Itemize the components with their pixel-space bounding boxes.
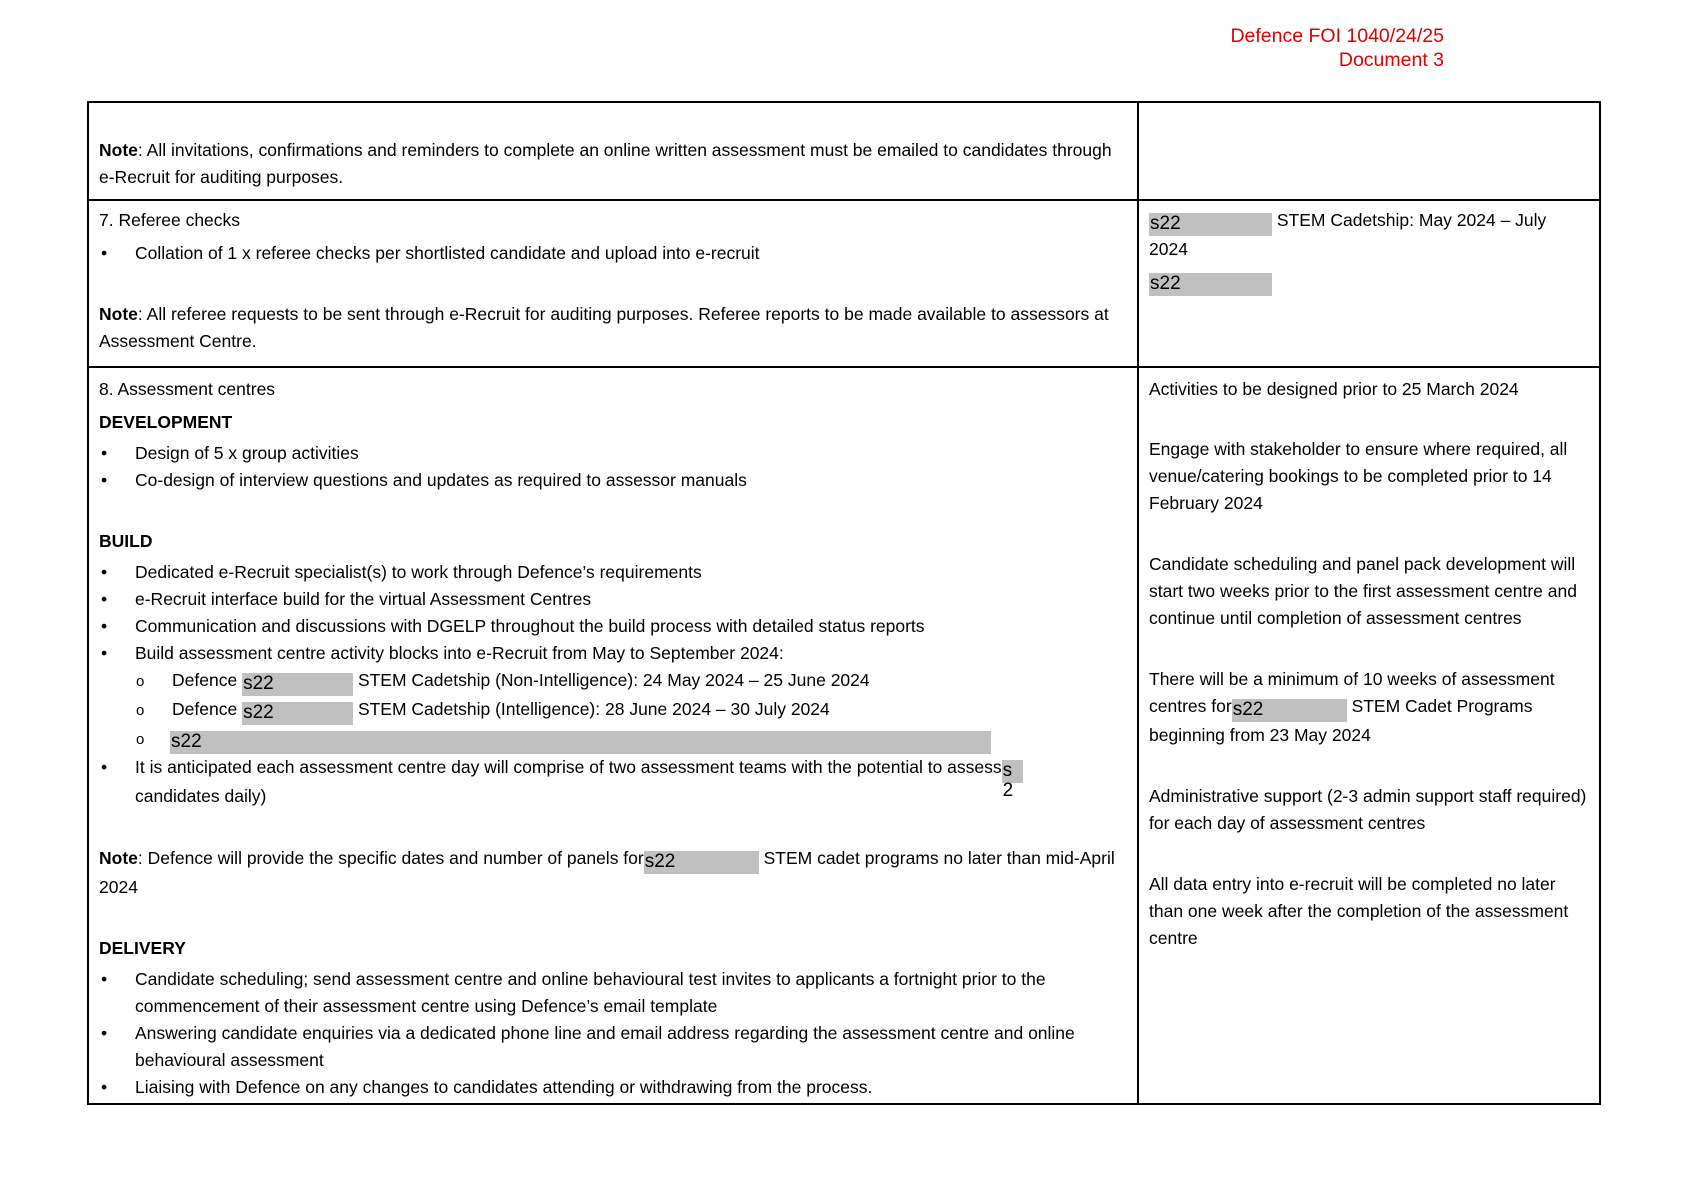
note-text: : Defence will provide the specific dates and number of panels for — [137, 848, 644, 868]
note-text: : All referee requests to be sent through e-Recruit for auditing purposes. Referee reports to be made available to assessors at Assessment Centre. — [99, 304, 1109, 351]
list-item: • Communication and discussions with DGELP throughout the build process with detailed status reports — [99, 613, 1127, 640]
timing-data-entry: All data entry into e-recruit will be completed no later than one week after the completion of the assessment centre — [1149, 874, 1569, 948]
foi-reference — [1230, 24, 1444, 72]
build-list — [99, 559, 1127, 810]
list-item: • Dedicated e-Recruit specialist(s) to work through Defence’s requirements — [99, 559, 1127, 586]
sub-suffix: STEM Cadetship (Intelligence): 28 June 2024 – 30 July 2024 — [357, 699, 830, 719]
timing-duration — [1149, 666, 1589, 749]
section-title: 8. Assessment centres — [99, 379, 276, 399]
bullet-list — [99, 240, 1127, 267]
list-item: • Liaising with Defence on any changes to candidates attending or withdrawing from the process. — [99, 1074, 1127, 1101]
delivery-heading: DELIVERY — [99, 938, 186, 958]
timing-admin: Administrative support (2-3 admin support staff required) for each day of assessment centres — [1149, 786, 1587, 833]
row1-right-cell — [1138, 102, 1600, 200]
list-item: • Candidate scheduling; send assessment centre and online behavioural test invites to applicants a fortnight prior to the commencement of their assessment centre using Defence’s email template — [99, 966, 1127, 1020]
redaction-box: s22 — [1149, 273, 1272, 296]
sub-suffix: STEM Cadetship (Non-Intelligence): 24 May 2024 – 25 June 2024 — [357, 670, 870, 690]
list-item — [99, 640, 1127, 754]
development-list — [99, 440, 1127, 494]
note-label: Note — [99, 848, 138, 868]
list-item-text: Build assessment centre activity blocks into e-Recruit from May to September 2024: — [135, 643, 784, 663]
anticipated-tail: candidates daily) — [135, 786, 267, 806]
sub-list-item — [99, 667, 1127, 696]
redaction-overflow: 2 — [1002, 780, 1014, 801]
document-number: Document 3 — [1338, 49, 1444, 71]
list-item — [99, 754, 1127, 810]
timing-duration-text: STEM Cadet Programs beginning from 23 May 2024 — [1149, 696, 1533, 745]
row1-note — [99, 137, 1127, 191]
build-heading: BUILD — [99, 531, 153, 551]
note-text: : All invitations, confirmations and reminders to complete an online written assessment must be emailed to candidates through e-Recruit for auditing purposes. — [99, 140, 1112, 187]
redaction-box: s22 — [242, 673, 353, 696]
row3-left-cell — [88, 367, 1138, 1104]
timing-duration-text: There will be a minimum of 10 weeks of assessment centres for — [1149, 669, 1555, 716]
row2-right-cell — [1138, 200, 1600, 367]
delivery-list — [99, 966, 1127, 1101]
note-label: Note — [99, 304, 138, 324]
referee-timing-text: STEM Cadetship: May 2024 – July 2024 — [1149, 210, 1547, 259]
referee-timing — [1149, 207, 1589, 263]
note-text: STEM cadet programs no later than mid-April 2024 — [99, 848, 1115, 897]
list-item: • Co-design of interview questions and updates as required to assessor manuals — [99, 467, 1127, 494]
anticipated-text: It is anticipated each assessment centre day will comprise of two assessment teams with the potential to assess — [135, 757, 1002, 777]
timing-scheduling: Candidate scheduling and panel pack development will start two weeks prior to the first assessment centre and continue until completion of assessment centres — [1149, 554, 1577, 628]
row1-left-cell — [88, 102, 1138, 200]
sub-prefix: Defence — [172, 670, 238, 690]
table-row — [88, 102, 1600, 200]
list-item: • e-Recruit interface build for the virtual Assessment Centres — [99, 586, 1127, 613]
sub-list-item — [99, 725, 1127, 754]
timing-bookings: Engage with stakeholder to ensure where required, all venue/catering bookings to be completed prior to 14 February 2024 — [1149, 439, 1568, 513]
redaction-fragment — [1002, 757, 1023, 801]
table-row — [88, 200, 1600, 367]
list-item: • Collation of 1 x referee checks per shortlisted candidate and upload into e-recruit — [99, 240, 1127, 267]
note-label: Note — [99, 140, 138, 160]
foi-number: Defence FOI 1040/24/25 — [1230, 25, 1444, 47]
sub-list-item — [99, 696, 1127, 725]
timing-design: Activities to be designed prior to 25 March 2024 — [1149, 379, 1519, 399]
row2-left-cell — [88, 200, 1138, 367]
redaction-box: s22 — [242, 702, 353, 725]
table-row — [88, 367, 1600, 1104]
row3-note — [99, 845, 1127, 901]
list-item: • Design of 5 x group activities — [99, 440, 1127, 467]
redaction-box: s22 — [1149, 213, 1272, 236]
redaction-box: s22 — [1232, 699, 1347, 722]
development-heading: DEVELOPMENT — [99, 412, 233, 432]
redaction-box: s — [1002, 760, 1023, 783]
services-table — [87, 101, 1601, 1105]
row3-right-cell — [1138, 367, 1600, 1104]
section-title: 7. Referee checks — [99, 210, 241, 230]
redacted-line — [1149, 267, 1589, 296]
redaction-box: s22 — [170, 731, 991, 754]
sub-prefix: Defence — [172, 699, 238, 719]
redaction-box: s22 — [644, 851, 759, 874]
list-item: • Answering candidate enquiries via a dedicated phone line and email address regarding the assessment centre and online behavioural assessment — [99, 1020, 1127, 1074]
row2-note — [99, 301, 1127, 355]
sub-list — [99, 667, 1127, 754]
